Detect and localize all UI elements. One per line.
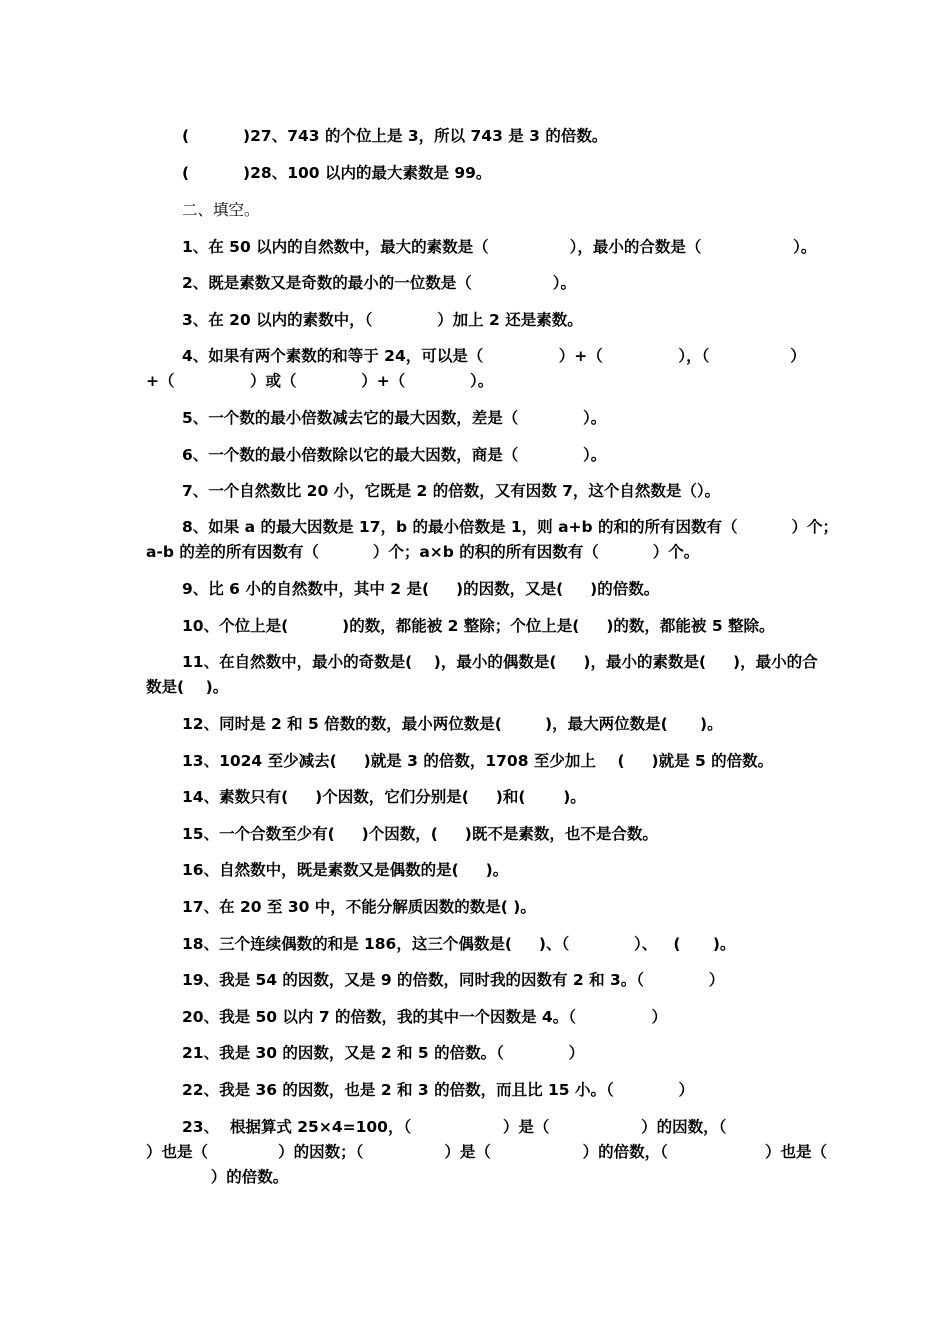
fill-item-3: 3、在 20 以内的素数中，（ ）加上 2 还是素数。 bbox=[182, 311, 583, 329]
fill-item-12: 12、同时是 2 和 5 倍数的数，最小两位数是( )，最大两位数是( )。 bbox=[182, 715, 723, 733]
fill-item-13: 13、1024 至少减去( )就是 3 的倍数，1708 至少加上 ( )就是 5 的倍数。 bbox=[182, 752, 774, 770]
fill-item-4-line-2: +（ ）或（ ）+（ ）。 bbox=[146, 372, 494, 390]
fill-item-10: 10、个位上是( )的数，都能被 2 整除；个位上是( )的数，都能被 5 整除。 bbox=[182, 617, 775, 635]
fill-item-5: 5、一个数的最小倍数减去它的最大因数，差是（ ）。 bbox=[182, 409, 607, 427]
fill-item-23-line-2: ）也是（ ）的因数；（ ）是（ ）的倍数，（ ）也是（ bbox=[146, 1143, 827, 1161]
fill-item-17: 17、在 20 至 30 中，不能分解质因数的数是( )。 bbox=[182, 898, 536, 916]
judge-item-27: ( )27、743 的个位上是 3，所以 743 是 3 的倍数。 bbox=[182, 127, 608, 145]
fill-item-21: 21、我是 30 的因数，又是 2 和 5 的倍数。（ ） bbox=[182, 1044, 585, 1062]
fill-item-14: 14、素数只有( )个因数，它们分别是( )和( )。 bbox=[182, 788, 586, 806]
fill-item-22: 22、我是 36 的因数，也是 2 和 3 的倍数，而且比 15 小。（ ） bbox=[182, 1081, 694, 1099]
fill-item-9: 9、比 6 小的自然数中，其中 2 是( )的因数，又是( )的倍数。 bbox=[182, 580, 660, 598]
fill-item-11-line-1: 11、在自然数中，最小的奇数是( )，最小的偶数是( )，最小的素数是( )，最小的合 bbox=[182, 653, 818, 671]
fill-item-6: 6、一个数的最小倍数除以它的最大因数，商是（ ）。 bbox=[182, 446, 607, 464]
section-heading-fill-in: 二、填空。 bbox=[182, 201, 260, 219]
judge-item-28: ( )28、100 以内的最大素数是 99。 bbox=[182, 164, 492, 182]
fill-item-19: 19、我是 54 的因数，又是 9 的倍数，同时我的因数有 2 和 3。（ ） bbox=[182, 971, 725, 989]
fill-item-23-line-3: ）的倍数。 bbox=[146, 1168, 289, 1186]
fill-item-18: 18、三个连续偶数的和是 186，这三个偶数是( )、（ ）、 ( )。 bbox=[182, 935, 736, 953]
fill-item-4-line-1: 4、如果有两个素数的和等于 24，可以是（ ）+（ ），（ ） bbox=[182, 347, 806, 365]
fill-item-7: 7、一个自然数比 20 小，它既是 2 的倍数，又有因数 7，这个自然数是（）。 bbox=[182, 482, 721, 500]
fill-item-20: 20、我是 50 以内 7 的倍数，我的其中一个因数是 4。（ ） bbox=[182, 1008, 667, 1026]
fill-item-8-line-1: 8、如果 a 的最大因数是 17，b 的最小倍数是 1，则 a+b 的和的所有因数有（ ）个； bbox=[182, 518, 838, 536]
fill-item-23-line-1: 23、 根据算式 25×4=100，（ ）是（ ）的因数，（ bbox=[182, 1118, 727, 1136]
fill-item-1: 1、在 50 以内的自然数中，最大的素数是（ ），最小的合数是（ ）。 bbox=[182, 238, 817, 256]
fill-item-16: 16、自然数中，既是素数又是偶数的是( )。 bbox=[182, 861, 509, 879]
fill-item-15: 15、一个合数至少有( )个因数，( )既不是素数，也不是合数。 bbox=[182, 825, 658, 843]
fill-item-11-line-2: 数是( )。 bbox=[146, 678, 229, 696]
fill-item-2: 2、既是素数又是奇数的最小的一位数是（ ）。 bbox=[182, 274, 576, 292]
fill-item-8-line-2: a-b 的差的所有因数有（ ）个；a×b 的积的所有因数有（ ）个。 bbox=[146, 543, 700, 561]
